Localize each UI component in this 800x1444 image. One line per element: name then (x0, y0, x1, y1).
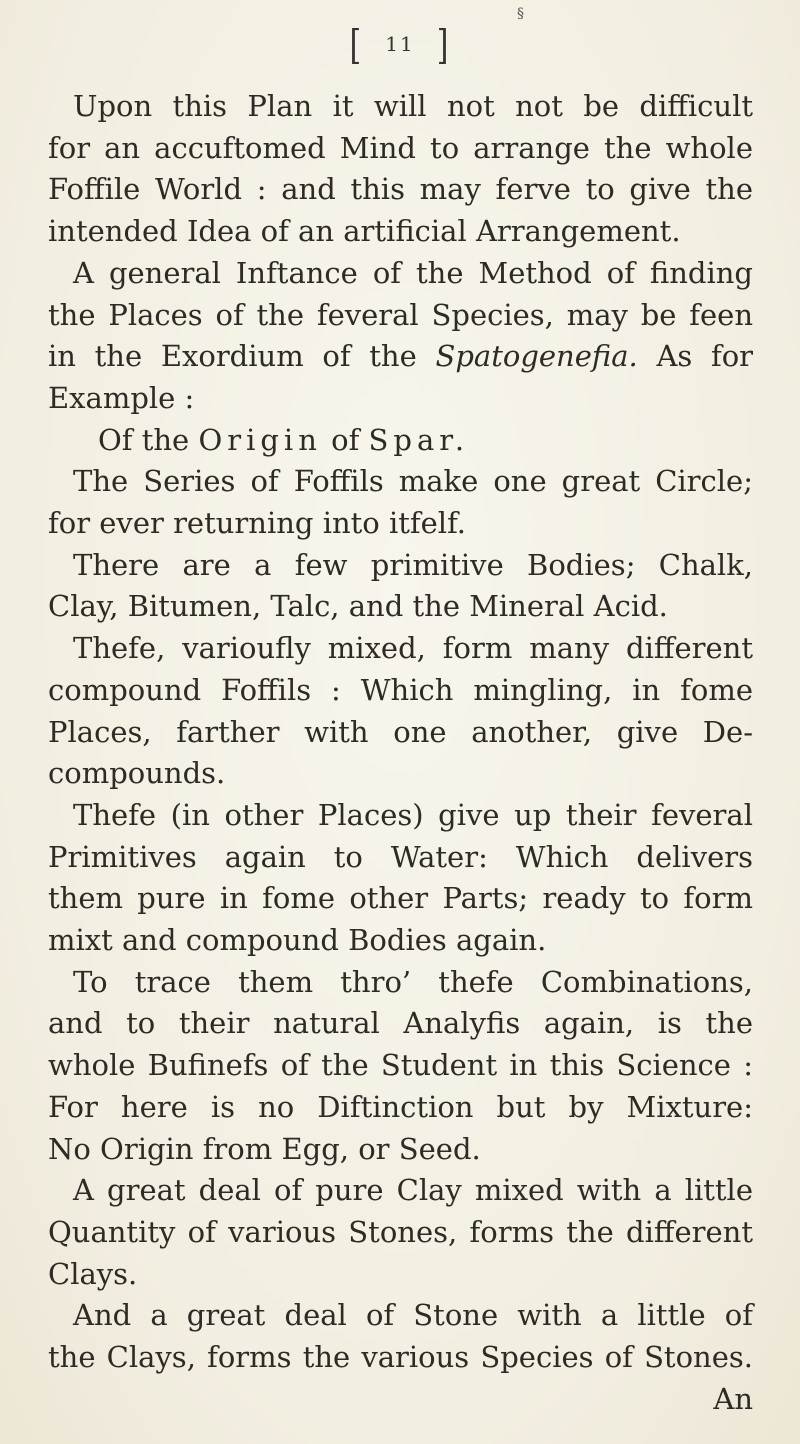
text-line: compound Foffils : Which mingling, in fome (48, 672, 753, 707)
text-fragment: As for (656, 339, 754, 374)
text-line: whole Bufinefs of the Student in this Science : (48, 1048, 753, 1083)
text-line: Foffile World : and this may ferve to give the (48, 172, 753, 207)
text-line: them pure in fome other Parts; ready to form (48, 881, 753, 916)
bracket-open: [ (349, 21, 364, 70)
text-line: The Series of Foffils make one great Circle; (73, 464, 753, 499)
text-line: Clays. (48, 1256, 138, 1291)
bracket-close: ] (436, 21, 451, 70)
text-line: intended Idea of an artificial Arrangement. (48, 214, 681, 249)
text-line: for ever returning into itfelf. (48, 506, 466, 541)
text-line: For here is no Diftinction but by Mixture: (48, 1089, 753, 1124)
text-line: the Places of the feveral Species, may be feen (48, 297, 753, 332)
text-line: Upon this Plan it will not not be difficult (73, 89, 753, 123)
text-fragment: in the Exordium of the (48, 339, 417, 374)
text-line (48, 336, 753, 378)
text-line: And a great deal of Stone with a little of (73, 1298, 753, 1333)
italic-title: Spatogenefia. (435, 339, 638, 374)
text-line: A general Inftance of the Method of finding (73, 255, 753, 290)
text-line: mixt and compound Bodies again. (48, 923, 547, 958)
text-line: Example : (48, 380, 195, 415)
text-line: for an accuftomed Mind to arrange the whole (48, 130, 753, 165)
text-line: Primitives again to Water: Which delivers (48, 839, 753, 874)
text-line: No Origin from Egg, or Seed. (48, 1131, 481, 1166)
heading-origin: Origin (198, 422, 322, 457)
text-line: To trace them thro’ thefe Combinations, (73, 964, 753, 999)
text-line: There are a few primitive Bodies; Chalk, (73, 547, 753, 582)
text-line: A great deal of pure Clay mixed with a little (73, 1173, 753, 1208)
section-heading: Of the Origin of Spar. (98, 422, 470, 457)
heading-spar: Spar. (368, 422, 470, 457)
text-line: and to their natural Analyfis again, is the (48, 1006, 753, 1041)
text-line: Quantity of various Stones, forms the different (48, 1214, 753, 1249)
text-line: Thefe, varioufly mixed, form many different (73, 631, 753, 666)
text-line: the Clays, forms the various Species of Stones. (48, 1340, 753, 1375)
text-line: compounds. (48, 756, 226, 791)
text-line: Places, farther with one another, give De- (48, 714, 753, 749)
page-number-header (0, 21, 800, 70)
corner-mark: § (517, 6, 524, 22)
catchword: An (713, 1381, 753, 1416)
text-line: Clay, Bitumen, Talc, and the Mineral Acid. (48, 589, 668, 624)
body-text (48, 86, 753, 1421)
page-number: 11 (385, 32, 415, 56)
text-line: Thefe (in other Places) give up their feveral (73, 797, 753, 832)
